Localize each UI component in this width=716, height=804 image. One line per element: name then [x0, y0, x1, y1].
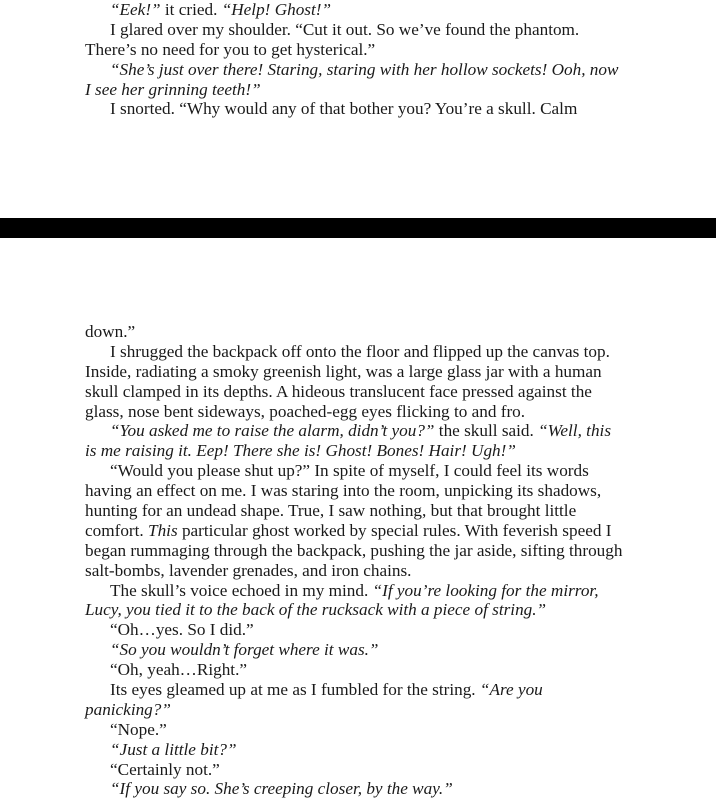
text-run: skull clamped in its depths. A hideous translucent face pressed against the [85, 381, 592, 401]
italic-text-run: is me raising it. Eep! There she is! Ghost! Bones! Hair! Ugh!” [85, 441, 516, 461]
text-run: glass, nose bent sideways, poached-egg eyes flicking to and fro. [85, 401, 526, 421]
italic-text-run: panicking?” [85, 699, 171, 719]
text-run: Its eyes gleamed up at me as I fumbled for the string. [110, 680, 480, 700]
top-page [0, 0, 716, 218]
text-run: There’s no need for you to get hysterical.” [85, 39, 376, 59]
text-line [85, 700, 645, 720]
text-line [85, 441, 645, 461]
text-run: particular ghost worked by special rules. With feverish speed I [177, 520, 612, 540]
text-line [85, 461, 645, 481]
italic-text-run: “If you say so. She’s creeping closer, by the way.” [110, 779, 453, 799]
italic-text-run: Lucy, you tied it to the back of the rucksack with a piece of string.” [85, 600, 547, 620]
text-run: the skull said. [434, 421, 539, 441]
text-line [85, 740, 645, 760]
italic-text-run: “Help! Ghost!” [221, 0, 332, 19]
text-line [85, 779, 645, 799]
text-line [85, 20, 645, 40]
bottom-page-text [85, 322, 645, 799]
italic-text-run: “Are you [479, 680, 543, 700]
text-line [85, 640, 645, 660]
text-line [85, 720, 645, 740]
text-line [85, 481, 645, 501]
text-run: began rummaging through the backpack, pushing the jar aside, sifting through [85, 540, 623, 560]
text-run: Inside, radiating a smoky greenish light, was a large glass jar with a human [85, 361, 602, 381]
text-line [85, 760, 645, 780]
text-run: I glared over my shoulder. “Cut it out. So we’ve found the phantom. [110, 19, 580, 39]
italic-text-run: “You asked me to raise the alarm, didn’t you?” [110, 421, 435, 441]
text-line [85, 600, 645, 620]
text-run: hunting for an undead shape. True, I saw nothing, but that brought little [85, 501, 577, 521]
text-run: I shrugged the backpack off onto the floor and flipped up the canvas top. [110, 341, 610, 361]
text-line [85, 382, 645, 402]
italic-text-run: “Well, this [538, 421, 612, 441]
text-line [85, 40, 645, 60]
text-line [85, 0, 645, 20]
text-run: salt-bombs, lavender grenades, and iron chains. [85, 560, 412, 580]
text-run: “Oh, yeah…Right.” [110, 660, 247, 680]
text-line [85, 501, 645, 521]
italic-text-run: “If you’re looking for the mirror, [372, 580, 599, 600]
text-run: down.” [85, 322, 136, 341]
text-line [85, 80, 645, 100]
italic-text-run: “Eek!” [110, 0, 161, 19]
text-line [85, 660, 645, 680]
text-line [85, 581, 645, 601]
top-page-text [85, 0, 645, 119]
text-run: “Would you please shut up?” In spite of myself, I could feel its words [110, 461, 589, 481]
text-line [85, 680, 645, 700]
page-gap-bar [0, 218, 716, 238]
text-run: The skull’s voice echoed in my mind. [110, 580, 373, 600]
text-line [85, 620, 645, 640]
text-line [85, 561, 645, 581]
text-line [85, 60, 645, 80]
text-run: “Oh…yes. So I did.” [110, 620, 254, 640]
text-line [85, 99, 645, 119]
italic-text-run: “Just a little bit?” [110, 739, 237, 759]
italic-text-run: “So you wouldn’t forget where it was.” [110, 640, 379, 660]
text-run: “Certainly not.” [110, 759, 220, 779]
italic-text-run: I see her grinning teeth!” [85, 79, 261, 99]
text-run: I snorted. “Why would any of that bother you? You’re a skull. Calm [110, 99, 578, 119]
text-run: it cried. [160, 0, 222, 19]
text-line [85, 362, 645, 382]
text-run: “Nope.” [110, 719, 167, 739]
italic-text-run: “She’s just over there! Staring, staring with her hollow sockets! Ooh, now [110, 59, 619, 79]
text-line [85, 342, 645, 362]
text-line [85, 322, 645, 342]
text-line [85, 421, 645, 441]
text-line [85, 521, 645, 541]
text-run: having an effect on me. I was staring into the room, unpicking its shadows, [85, 481, 602, 501]
text-line [85, 541, 645, 561]
text-line [85, 402, 645, 422]
text-run: comfort. [85, 520, 149, 540]
italic-text-run: This [148, 520, 178, 540]
